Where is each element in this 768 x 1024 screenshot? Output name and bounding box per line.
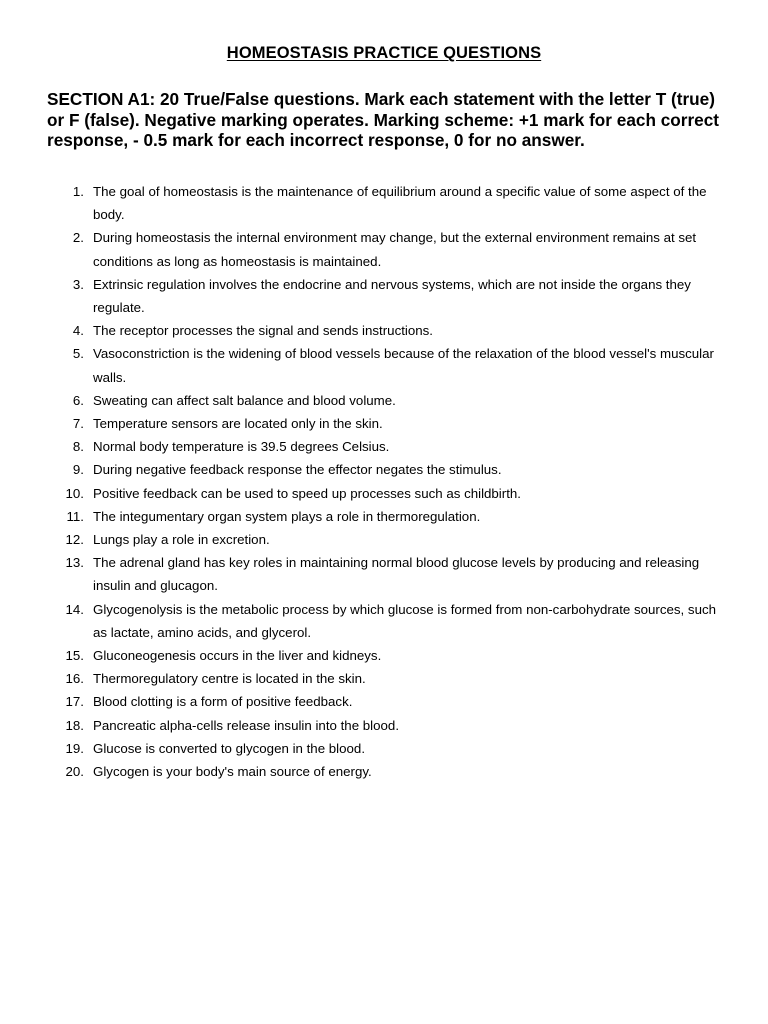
- question-number: 16.: [65, 671, 84, 687]
- question-item: [0, 180, 768, 226]
- question-text: During negative feedback response the effector negates the stimulus.: [93, 462, 502, 478]
- question-text: Lungs play a role in excretion.: [93, 532, 270, 548]
- question-text: Blood clotting is a form of positive feedback.: [93, 694, 353, 710]
- question-text: Vasoconstriction is the widening of blood vessels because of the relaxation of the blood vessel's muscular walls.: [93, 346, 714, 385]
- question-text: Temperature sensors are located only in the skin.: [93, 416, 383, 432]
- question-number: 8.: [72, 439, 84, 455]
- question-text: Extrinsic regulation involves the endocrine and nervous systems, which are not inside the organs they regulate.: [93, 276, 691, 316]
- question-item: [0, 482, 768, 505]
- question-number: 3.: [72, 276, 84, 292]
- question-text: Thermoregulatory centre is located in the skin.: [93, 671, 366, 687]
- question-item: [0, 737, 768, 760]
- question-text: Gluconeogenesis occurs in the liver and kidneys.: [93, 648, 382, 664]
- question-item: [0, 412, 768, 435]
- question-text: The integumentary organ system plays a role in thermoregulation.: [93, 508, 481, 524]
- question-item: [0, 342, 768, 388]
- question-number: 5.: [72, 346, 84, 362]
- question-number: 20.: [65, 764, 84, 780]
- question-number: 18.: [65, 717, 84, 733]
- question-text: Positive feedback can be used to speed up processes such as childbirth.: [93, 485, 521, 501]
- question-number: 10.: [65, 485, 84, 501]
- question-item: [0, 551, 768, 597]
- question-item: [0, 760, 768, 783]
- question-number: 7.: [72, 416, 84, 432]
- question-list: [0, 180, 768, 783]
- question-number: 19.: [65, 740, 84, 756]
- question-text: During homeostasis the internal environment may change, but the external environment remains at set conditions as long as homeostasis is maintained.: [93, 230, 697, 269]
- question-number: 2.: [72, 230, 84, 246]
- question-number: 13.: [65, 555, 84, 571]
- question-number: 17.: [65, 694, 84, 710]
- question-number: 11.: [66, 508, 84, 524]
- question-number: 12.: [65, 532, 84, 548]
- question-text: Glucose is converted to glycogen in the blood.: [93, 740, 366, 756]
- question-number: 15.: [65, 648, 84, 664]
- question-text: The goal of homeostasis is the maintenance of equilibrium around a specific value of some aspect of the body.: [93, 184, 707, 223]
- question-text: Glycogenolysis is the metabolic process by which glucose is formed from non-carbohydrate sources, such as lactate, amino acids, and glycerol.: [93, 601, 717, 640]
- question-item: [0, 226, 768, 272]
- question-item: [0, 644, 768, 667]
- question-item: [0, 598, 768, 644]
- question-text: Normal body temperature is 39.5 degrees Celsius.: [93, 439, 390, 455]
- question-text: The adrenal gland has key roles in maintaining normal blood glucose levels by producing and releasing insulin and glucagon.: [93, 555, 700, 594]
- question-text: The receptor processes the signal and sends instructions.: [93, 323, 433, 339]
- question-text: Pancreatic alpha-cells release insulin into the blood.: [93, 717, 400, 733]
- question-item: [0, 319, 768, 342]
- question-item: [0, 273, 768, 319]
- question-number: 1.: [72, 184, 84, 199]
- question-item: [0, 714, 768, 737]
- question-item: [0, 690, 768, 713]
- question-item: [0, 667, 768, 690]
- question-number: 6.: [72, 392, 84, 408]
- question-number: 4.: [72, 323, 84, 339]
- section-heading: SECTION A1: 20 True/False questions. Mark each statement with the letter T (true) or F (false). Negative marking operates. Marking scheme: +1 mark for each correct response, - 0.5 mark for each incorrect response, 0 for no answer.: [47, 89, 719, 151]
- question-text: Glycogen is your body's main source of energy.: [93, 764, 372, 780]
- question-number: 9.: [72, 462, 84, 478]
- question-item: [0, 458, 768, 481]
- page-title: HOMEOSTASIS PRACTICE QUESTIONS: [226, 44, 542, 62]
- question-item: [0, 505, 768, 528]
- question-item: [0, 528, 768, 551]
- question-text: Sweating can affect salt balance and blood volume.: [93, 392, 396, 408]
- question-item: [0, 435, 768, 458]
- question-number: 14.: [65, 601, 84, 617]
- question-item: [0, 389, 768, 412]
